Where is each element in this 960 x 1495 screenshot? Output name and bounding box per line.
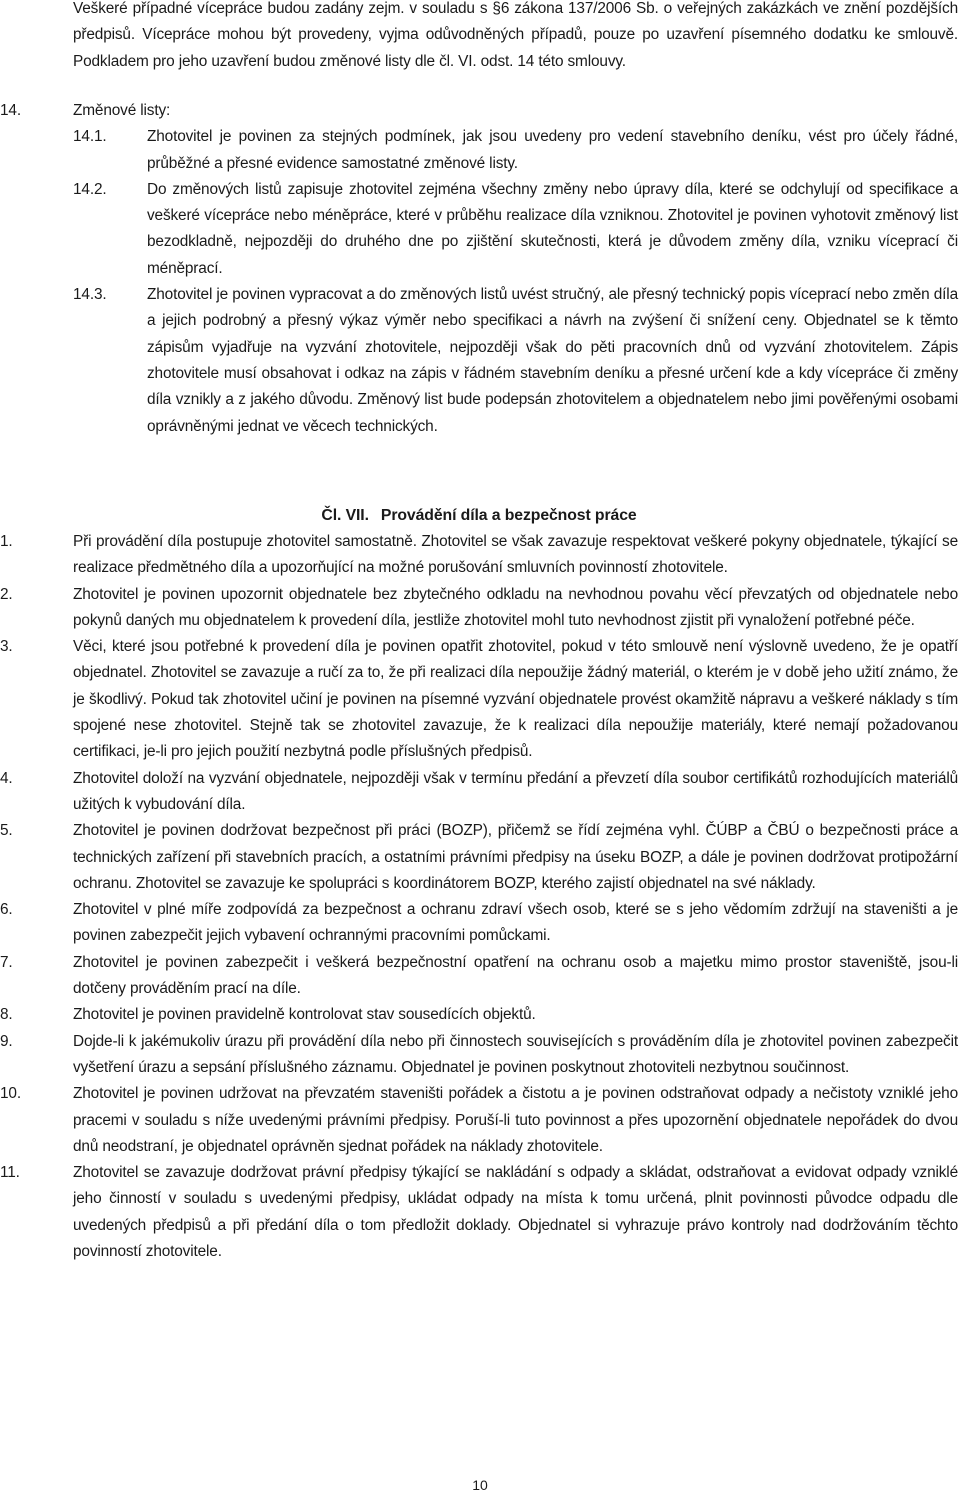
article-title: Provádění díla a bezpečnost práce <box>380 507 637 524</box>
section-14 <box>0 98 958 440</box>
list-item-text: Zhotovitel je povinen upozornit objednatele bez zbytečného odkladu na nevhodnou povahu věcí převzatých od objednatele nebo pokynů daných mu objednatelem k provedení díla, jestliže zhotovitel mohl tuto nevhodnost zjistit při vynaložení potřebné péče. <box>73 585 958 629</box>
page-number: 10 <box>472 1477 488 1493</box>
list-item-text: Dojde-li k jakémukoliv úrazu při provádění díla nebo při činnostech souvisejících s prováděním díla je zhotovitel povinen zabezpečit vyšetření úrazu a sepsání příslušného záznamu. Objednatel je povinen poskytnout zhotoviteli nezbytnou součinnost. <box>73 1032 958 1076</box>
list-item-number: 8. <box>0 1006 13 1024</box>
list-item <box>0 950 958 1003</box>
list-item <box>0 529 958 582</box>
list-item <box>0 766 958 819</box>
section-number: 14. <box>0 102 21 119</box>
article-list <box>0 529 958 1265</box>
subsection-number: 14.1. <box>73 128 107 146</box>
list-item-text: Zhotovitel v plné míře zodpovídá za bezpečnost a ochranu zdraví všech osob, které se s jeho vědomím zdržují na staveništi a je povinen zabezpečit jejich vybavení ochrannými pracovními pomůckami. <box>73 901 958 945</box>
list-item <box>0 818 958 897</box>
list-item <box>0 582 958 635</box>
article-number: Čl. VII. <box>321 507 369 524</box>
list-item-number: 3. <box>0 638 13 656</box>
list-item-text: Zhotovitel je povinen dodržovat bezpečnost při práci (BOZP), přičemž se řídí zejména vyhl. ČÚBP a ČBÚ o bezpečnosti práce a technických zařízení při stavebních pracích, a ostatními právními předpisy na úseku BOZP, a dále je povinen dodržovat protipožární ochranu. Zhotovitel se zavazuje ke spolupráci s koordinátorem BOZP, kterého zajistí objednatel na své náklady. <box>73 822 958 892</box>
subsection-text: Zhotovitel je povinen vypracovat a do změnových listů uvést stručný, ale přesný technický popis víceprací nebo změn díla a jejich podrobný a přesný výkaz výměr nebo specifikaci a návrh na zvýšení či snížení ceny. Objednatel se k těmto zápisům vyjadřuje na vyzvání zhotovitele, nejpozději však do pěti pracovních dnů od vyzvání zhotovitelem. Zápis zhotovitele musí obsahovat i odkaz na zápis v řádném stavebním deníku a přesné určení kde a kdy vícepráce či změny díla vznikly a z jakého důvodu. Změnový list bude podepsán zhotovitelem a objednatelem nebo jimi pověřenými osobami oprávněnými jednat ve věcech technických. <box>147 286 958 435</box>
list-item-number: 1. <box>0 533 13 550</box>
subsection-item <box>0 124 958 177</box>
subsection-text: Do změnových listů zapisuje zhotovitel zejména všechny změny nebo úpravy díla, které se odchylují od specifikace a veškeré vícepráce nebo méněpráce, které v průběhu realizace díla vzniknou. Zhotovitel je povinen vyhotovit změnový list bezodkladně, nejpozději do druhého dne po zjištění skutečnosti, která je důvodem změny díla, vzniku víceprací či méněprací. <box>147 180 958 277</box>
list-item <box>0 634 958 765</box>
subsection-number: 14.2. <box>73 180 107 198</box>
list-item-text: Zhotovitel je povinen udržovat na převzatém staveništi pořádek a čistotu a je povinen odstraňovat odpady a nečistoty vzniklé jeho pracemi v souladu s níže uvedenými právními předpisy. Poruší-li tuto povinnost a přes upozornění objednatele nepořádek do dvou dnů neodstraní, je objednatel oprávněn sjednat pořádek na náklady zhotovitele. <box>73 1085 958 1155</box>
subsection-item <box>0 282 958 440</box>
list-item-text: Při provádění díla postupuje zhotovitel samostatně. Zhotovitel se však zavazuje respektovat veškeré pokyny objednatele, týkající se realizace předmětného díla a upozorňující na možné porušování smluvních povinností zhotovitele. <box>73 533 958 577</box>
list-item-text: Zhotovitel doloží na vyzvání objednatele, nejpozději však v termínu předání a převzetí díla soubor certifikátů rozhodujících materiálů užitých k vybudování díla. <box>73 769 958 813</box>
list-item-number: 9. <box>0 1032 13 1050</box>
article-heading <box>0 503 958 529</box>
section-14-heading <box>0 98 958 124</box>
list-item <box>0 1081 958 1160</box>
list-item-number: 2. <box>0 585 13 603</box>
list-item-number: 11. <box>0 1164 20 1182</box>
intro-paragraph: Veškeré případné vícepráce budou zadány zejm. v souladu s §6 zákona 137/2006 Sb. o veřejných zakázkách ve znění pozdějších předpisů. Vícepráce mohou být provedeny, vyjma odůvodněných případů, pouze po uzavření písemného dodatku ke smlouvě. Podkladem pro jeho uzavření budou změnové listy dle čl. VI. odst. 14 této smlouvy. <box>73 0 958 70</box>
list-item-text: Zhotovitel je povinen pravidelně kontrolovat stav sousedících objektů. <box>73 1006 536 1024</box>
list-item-text: Věci, které jsou potřebné k provedení díla je povinen opatřit zhotovitel, pokud v této smlouvě není výslovně uvedeno, že je opatří objednatel. Zhotovitel se zavazuje a ručí za to, že při realizaci díla nepoužije žádný materiál, o kterém je v době jeho užití známo, že je škodlivý. Pokud tak zhotovitel učiní je povinen na písemné vyzvání objednatele provést okamžitě nápravu a veškeré náklady s tím spojené nese zhotovitel. Stejně tak se zhotovitel zavazuje, že k realizaci díla nepoužije materiály, které nemají požadovanou certifikaci, je-li pro jejich použití nezbytná podle příslušných předpisů. <box>73 638 958 761</box>
subsection-text: Zhotovitel je povinen za stejných podmínek, jak jsou uvedeny pro vedení stavebního deníku, vést pro účely řádné, průběžné a přesné evidence samostatné změnové listy. <box>147 128 958 172</box>
list-item-number: 4. <box>0 769 13 787</box>
list-item-number: 10. <box>0 1085 21 1103</box>
list-item <box>0 1029 958 1082</box>
subsection-number: 14.3. <box>73 286 107 304</box>
list-item-number: 7. <box>0 953 13 971</box>
list-item <box>0 897 958 950</box>
list-item-text: Zhotovitel je povinen zabezpečit i veškerá bezpečnostní opatření na ochranu osob a majetku mimo prostor staveniště, jsou-li dotčeny prováděním prací na díle. <box>73 953 958 998</box>
list-item <box>0 1002 958 1028</box>
list-item-text: Zhotovitel se zavazuje dodržovat právní předpisy týkající se nakládání s odpady a skládat, odstraňovat a evidovat odpady vzniklé jeho činností v souladu s uvedenými předpisy, ukládat odpady na místa k tomu určená, plnit povinnosti původce odpadu dle uvedených předpisů a při předání díla o tom předložit doklady. Objednatel si vyhrazuje právo kontroly nad dodržováním těchto povinností zhotovitele. <box>73 1164 958 1261</box>
subsection-item <box>0 177 958 282</box>
section-title: Změnové listy: <box>73 102 171 119</box>
list-item <box>0 1160 958 1265</box>
list-item-number: 6. <box>0 901 13 919</box>
list-item-number: 5. <box>0 822 13 840</box>
